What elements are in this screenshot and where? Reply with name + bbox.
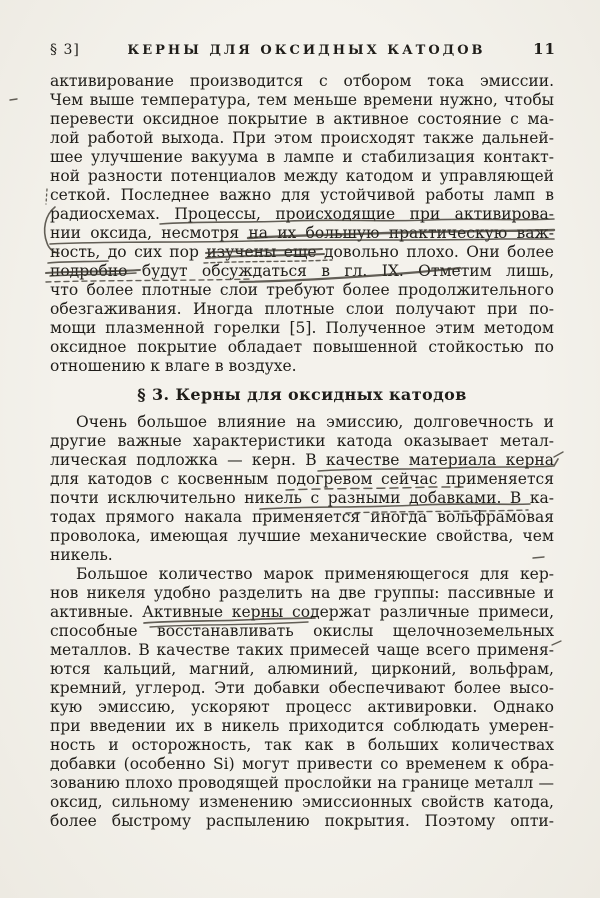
section-heading: § 3. Керны для оксидных катодов (137, 385, 467, 404)
text-line: нов никеля удобно разделить на две группы: пассивные и (50, 584, 554, 602)
paragraph-nickel-grades (50, 565, 554, 831)
text-line: отношению к влаге в воздухе. (50, 357, 297, 375)
text-line: нии оксида, несмотря на их большую практическую важ- (50, 224, 554, 242)
text-line: перевести оксидное покрытие в активное состояние с ма- (50, 110, 554, 128)
text-line: тодах прямого накала применяется иногда вольфрамовая (50, 508, 554, 526)
text-line: лой работой выхода. При этом происходят также дальней- (50, 129, 554, 147)
text-line: Очень большое влияние на эмиссию, долговечность и (76, 413, 554, 431)
text-line: активные. Активные керны содержат различные примеси, (50, 603, 554, 621)
page-body (50, 72, 554, 831)
text-line: подробно будут обсуждаться в гл. IX. Отметим лишь, (50, 262, 554, 280)
text-line: Чем выше температура, тем меньше времени нужно, чтобы (50, 91, 554, 109)
header-section-marker: § 3] (50, 42, 80, 58)
text-line: никель. (50, 546, 113, 564)
text-line: способные восстанавливать окислы щелочноземельных (50, 622, 554, 640)
text-line: что более плотные слои требуют более продолжительного (50, 281, 554, 299)
text-line: радиосхемах. Процессы, происходящие при активирова- (50, 205, 554, 223)
text-line: при введении их в никель приходится соблюдать умерен- (50, 717, 554, 735)
text-line: Большое количество марок применяющегося для кер- (76, 565, 554, 583)
text-line: для катодов с косвенным подогревом сейчас применяется (50, 470, 554, 488)
text-line: более быстрому распылению покрытия. Поэтому опти- (50, 812, 554, 830)
text-line: добавки (особенно Si) могут привести со временем к обра- (50, 755, 554, 773)
text-line: кремний, углерод. Эти добавки обеспечивают более высо- (50, 679, 554, 697)
text-line: шее улучшение вакуума в лампе и стабилизация контакт- (50, 148, 554, 166)
text-line: мощи плазменной горелки [5]. Полученное этим методом (50, 319, 554, 337)
text-line: металлов. В качестве таких примесей чаще всего применя- (50, 641, 554, 659)
text-line: ность и осторожность, так как в больших количествах (50, 736, 554, 754)
header-page-number: 11 (533, 40, 556, 58)
text-line: обезгаживания. Иногда плотные слои получают при по- (50, 300, 554, 318)
text-line: проволока, имеющая лучшие механические свойства, чем (50, 527, 554, 545)
page-header (50, 40, 556, 60)
text-line: ной разности потенциалов между катодом и управляющей (50, 167, 554, 185)
text-line: ются кальций, магний, алюминий, цирконий, вольфрам, (50, 660, 554, 678)
text-line: ность, до сих пор изучены еще довольно плохо. Они более (50, 243, 554, 261)
text-line: лическая подложка — керн. В качестве материала керна (50, 451, 554, 469)
stray-pencil-dash (10, 99, 17, 100)
text-line: почти исключительно никель с разными добавками. В ка- (50, 489, 554, 507)
text-line: сеткой. Последнее важно для устойчивой работы ламп в (50, 186, 554, 204)
text-line: кую эмиссию, ускоряют процесс активировки. Однако (50, 698, 554, 716)
paragraph-activation (50, 72, 554, 376)
paragraph-kern-material (50, 413, 554, 565)
text-line: активирование производится с отбором тока эмиссии. (50, 72, 554, 90)
margin-dotted-mark (46, 189, 47, 204)
text-line: оксидное покрытие обладает повышенной стойкостью по (50, 338, 554, 356)
text-line: зованию плохо проводящей прослойки на границе металл — (50, 774, 554, 792)
text-line: оксид, сильному изменению эмиссионных свойств катода, (50, 793, 554, 811)
header-running-title: КЕРНЫ ДЛЯ ОКСИДНЫХ КАТОДОВ (127, 43, 486, 58)
margin-tick-kerna (554, 452, 563, 457)
text-line: другие важные характеристики катода оказывает метал- (50, 432, 554, 450)
